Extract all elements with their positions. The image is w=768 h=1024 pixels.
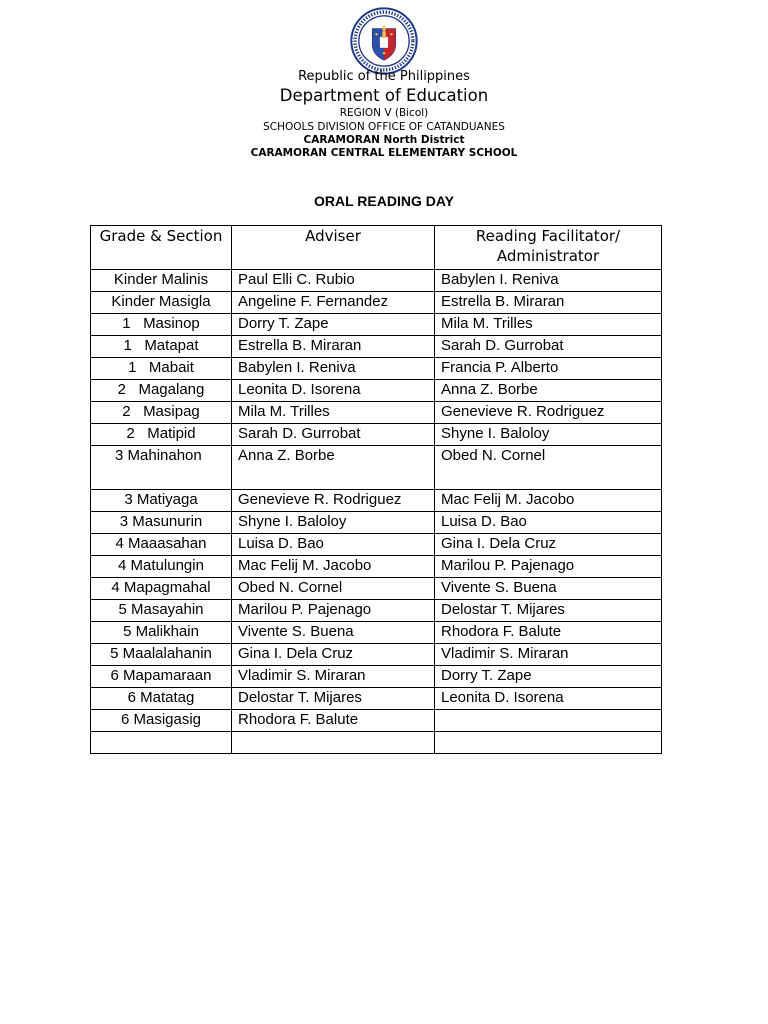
grade-section-cell xyxy=(91,732,232,754)
adviser-cell xyxy=(232,732,435,754)
letterhead-department: Department of Education xyxy=(279,86,489,105)
table-row xyxy=(91,336,662,358)
adviser-cell: Gina I. Dela Cruz xyxy=(232,644,435,666)
adviser-cell: Shyne I. Baloloy xyxy=(232,512,435,534)
adviser-cell: Estrella B. Miraran xyxy=(232,336,435,358)
adviser-cell: Sarah D. Gurrobat xyxy=(232,424,435,446)
facilitator-cell: Anna Z. Borbe xyxy=(435,380,662,402)
grade-section-cell: 5 Malikhain xyxy=(91,622,232,644)
facilitator-cell: Luisa D. Bao xyxy=(435,512,662,534)
letterhead-school: CARAMORAN CENTRAL ELEMENTARY SCHOOL xyxy=(250,147,518,159)
grade-section-cell: 4 Matulungin xyxy=(91,556,232,578)
facilitator-cell: Delostar T. Mijares xyxy=(435,600,662,622)
table-row xyxy=(91,534,662,556)
adviser-cell: Leonita D. Isorena xyxy=(232,380,435,402)
adviser-cell: Delostar T. Mijares xyxy=(232,688,435,710)
grade-section-cell: 5 Masayahin xyxy=(91,600,232,622)
facilitator-cell: Obed N. Cornel xyxy=(435,446,662,490)
table-row xyxy=(91,380,662,402)
adviser-cell: Paul Elli C. Rubio xyxy=(232,270,435,292)
table-row xyxy=(91,578,662,600)
facilitator-cell: Genevieve R. Rodriguez xyxy=(435,402,662,424)
header-grade-section: Grade & Section xyxy=(91,226,232,270)
facilitator-cell xyxy=(435,732,662,754)
grade-section-cell: 6 Masigasig xyxy=(91,710,232,732)
table-row xyxy=(91,292,662,314)
table-row-empty xyxy=(91,732,662,754)
grade-section-cell: 3 Mahinahon xyxy=(91,446,232,490)
letterhead-district: CARAMORAN North District xyxy=(303,134,465,146)
facilitator-cell: Leonita D. Isorena xyxy=(435,688,662,710)
facilitator-cell: Shyne I. Baloloy xyxy=(435,424,662,446)
table-row xyxy=(91,314,662,336)
adviser-cell: Luisa D. Bao xyxy=(232,534,435,556)
letterhead-republic: Republic of the Philippines xyxy=(298,69,470,84)
grade-section-cell: 1 Mabait xyxy=(91,358,232,380)
header-adviser: Adviser xyxy=(232,226,435,270)
facilitator-cell: Gina I. Dela Cruz xyxy=(435,534,662,556)
grade-section-cell: 4 Maaasahan xyxy=(91,534,232,556)
table-row xyxy=(91,688,662,710)
header-reading-facilitator: Reading Facilitator/ Administrator xyxy=(435,226,662,270)
facilitator-cell: Vladimir S. Miraran xyxy=(435,644,662,666)
grade-section-cell: 3 Masunurin xyxy=(91,512,232,534)
grade-section-cell: 2 Matipid xyxy=(91,424,232,446)
facilitator-cell: Estrella B. Miraran xyxy=(435,292,662,314)
adviser-cell: Anna Z. Borbe xyxy=(232,446,435,490)
facilitator-cell: Marilou P. Pajenago xyxy=(435,556,662,578)
table-row xyxy=(91,512,662,534)
grade-section-cell: Kinder Malinis xyxy=(91,270,232,292)
adviser-cell: Babylen I. Reniva xyxy=(232,358,435,380)
table-header-row xyxy=(91,226,662,270)
table-row xyxy=(91,446,662,490)
table-row xyxy=(91,644,662,666)
facilitator-cell: Sarah D. Gurrobat xyxy=(435,336,662,358)
adviser-cell: Vivente S. Buena xyxy=(232,622,435,644)
grade-section-cell: 5 Maalalahanin xyxy=(91,644,232,666)
adviser-cell: Angeline F. Fernandez xyxy=(232,292,435,314)
grade-section-cell: 1 Masinop xyxy=(91,314,232,336)
letterhead-region: REGION V (Bicol) xyxy=(339,107,429,119)
adviser-cell: Dorry T. Zape xyxy=(232,314,435,336)
adviser-cell: Mila M. Trilles xyxy=(232,402,435,424)
adviser-cell: Genevieve R. Rodriguez xyxy=(232,490,435,512)
table-row xyxy=(91,600,662,622)
grade-section-cell: 3 Matiyaga xyxy=(91,490,232,512)
facilitator-cell: Babylen I. Reniva xyxy=(435,270,662,292)
facilitator-cell: Francia P. Alberto xyxy=(435,358,662,380)
table-row xyxy=(91,424,662,446)
table-row xyxy=(91,622,662,644)
adviser-cell: Obed N. Cornel xyxy=(232,578,435,600)
facilitator-cell: Rhodora F. Balute xyxy=(435,622,662,644)
grade-section-cell: 1 Matapat xyxy=(91,336,232,358)
table-row xyxy=(91,490,662,512)
facilitator-cell: Mac Felij M. Jacobo xyxy=(435,490,662,512)
document-title: ORAL READING DAY xyxy=(313,193,455,209)
adviser-cell: Mac Felij M. Jacobo xyxy=(232,556,435,578)
reading-assignment-table xyxy=(90,225,662,754)
table-row xyxy=(91,270,662,292)
facilitator-cell: Dorry T. Zape xyxy=(435,666,662,688)
deped-seal-icon xyxy=(350,7,418,75)
grade-section-cell: 2 Masipag xyxy=(91,402,232,424)
facilitator-cell: Vivente S. Buena xyxy=(435,578,662,600)
grade-section-cell: 6 Mapamaraan xyxy=(91,666,232,688)
table-row xyxy=(91,556,662,578)
grade-section-cell: 6 Matatag xyxy=(91,688,232,710)
table-row xyxy=(91,358,662,380)
table-row xyxy=(91,666,662,688)
grade-section-cell: Kinder Masigla xyxy=(91,292,232,314)
facilitator-cell xyxy=(435,710,662,732)
grade-section-cell: 4 Mapagmahal xyxy=(91,578,232,600)
table-row xyxy=(91,710,662,732)
facilitator-cell: Mila M. Trilles xyxy=(435,314,662,336)
table-row xyxy=(91,402,662,424)
letterhead-division: SCHOOLS DIVISION OFFICE OF CATANDUANES xyxy=(263,121,505,133)
adviser-cell: Vladimir S. Miraran xyxy=(232,666,435,688)
adviser-cell: Marilou P. Pajenago xyxy=(232,600,435,622)
adviser-cell: Rhodora F. Balute xyxy=(232,710,435,732)
grade-section-cell: 2 Magalang xyxy=(91,380,232,402)
